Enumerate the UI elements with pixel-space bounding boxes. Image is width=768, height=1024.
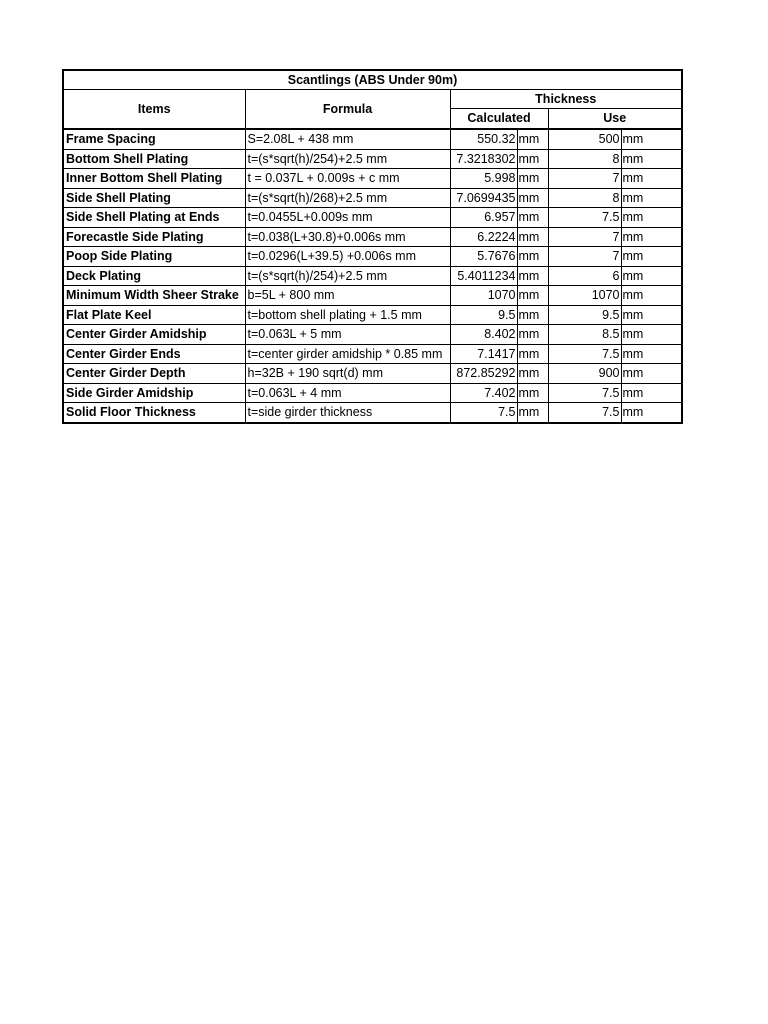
use-unit-cell: mm [621,129,682,149]
use-cell: 7 [548,227,621,247]
header-row [63,90,682,109]
use-unit-cell: mm [621,364,682,384]
use-unit-cell: mm [621,247,682,267]
table-row [63,247,682,267]
use-unit-cell: mm [621,149,682,169]
header-calculated: Calculated [450,109,548,130]
table-row [63,383,682,403]
table-row [63,286,682,306]
calculated-cell: 7.5 [450,403,517,423]
use-unit-cell: mm [621,286,682,306]
use-unit-cell: mm [621,227,682,247]
calculated-cell: 8.402 [450,325,517,345]
item-cell: Bottom Shell Plating [63,149,245,169]
calculated-cell: 5.998 [450,169,517,189]
calculated-cell: 5.7676 [450,247,517,267]
header-formula: Formula [245,90,450,130]
item-cell: Frame Spacing [63,129,245,149]
calculated-unit-cell: mm [517,344,548,364]
formula-cell: t=bottom shell plating + 1.5 mm [245,305,450,325]
use-unit-cell: mm [621,208,682,228]
use-cell: 8 [548,188,621,208]
table-row [63,169,682,189]
formula-cell: t=(s*sqrt(h)/254)+2.5 mm [245,266,450,286]
item-cell: Center Girder Ends [63,344,245,364]
item-cell: Flat Plate Keel [63,305,245,325]
formula-cell: t=center girder amidship * 0.85 mm [245,344,450,364]
calculated-cell: 7.402 [450,383,517,403]
item-cell: Inner Bottom Shell Plating [63,169,245,189]
calculated-unit-cell: mm [517,149,548,169]
formula-cell: h=32B + 190 sqrt(d) mm [245,364,450,384]
use-cell: 500 [548,129,621,149]
calculated-unit-cell: mm [517,129,548,149]
use-unit-cell: mm [621,403,682,423]
calculated-unit-cell: mm [517,286,548,306]
header-thickness: Thickness [450,90,682,109]
calculated-cell: 872.85292 [450,364,517,384]
use-cell: 8 [548,149,621,169]
table-title: Scantlings (ABS Under 90m) [63,70,682,90]
table-row [63,344,682,364]
formula-cell: t=0.0296(L+39.5) +0.006s mm [245,247,450,267]
item-cell: Center Girder Amidship [63,325,245,345]
item-cell: Deck Plating [63,266,245,286]
table-row [63,266,682,286]
scantlings-table [62,69,683,424]
header-items: Items [63,90,245,130]
use-unit-cell: mm [621,325,682,345]
table-row [63,364,682,384]
calculated-cell: 7.3218302 [450,149,517,169]
formula-cell: t=side girder thickness [245,403,450,423]
formula-cell: t=(s*sqrt(h)/254)+2.5 mm [245,149,450,169]
formula-cell: t=0.063L + 4 mm [245,383,450,403]
use-unit-cell: mm [621,169,682,189]
calculated-cell: 7.1417 [450,344,517,364]
calculated-cell: 9.5 [450,305,517,325]
calculated-unit-cell: mm [517,403,548,423]
calculated-unit-cell: mm [517,383,548,403]
formula-cell: t=0.063L + 5 mm [245,325,450,345]
use-unit-cell: mm [621,383,682,403]
calculated-cell: 7.0699435 [450,188,517,208]
item-cell: Solid Floor Thickness [63,403,245,423]
calculated-cell: 550.32 [450,129,517,149]
calculated-unit-cell: mm [517,266,548,286]
calculated-unit-cell: mm [517,188,548,208]
calculated-unit-cell: mm [517,227,548,247]
use-cell: 900 [548,364,621,384]
use-cell: 7 [548,247,621,267]
formula-cell: t=0.0455L+0.009s mm [245,208,450,228]
calculated-unit-cell: mm [517,305,548,325]
item-cell: Minimum Width Sheer Strake [63,286,245,306]
use-cell: 7 [548,169,621,189]
item-cell: Poop Side Plating [63,247,245,267]
calculated-cell: 6.957 [450,208,517,228]
table-row [63,325,682,345]
use-cell: 7.5 [548,344,621,364]
calculated-cell: 1070 [450,286,517,306]
calculated-unit-cell: mm [517,169,548,189]
use-unit-cell: mm [621,188,682,208]
formula-cell: S=2.08L + 438 mm [245,129,450,149]
title-row [63,70,682,90]
table-row [63,227,682,247]
table-row [63,188,682,208]
item-cell: Side Girder Amidship [63,383,245,403]
table-row [63,129,682,149]
use-cell: 7.5 [548,383,621,403]
use-cell: 7.5 [548,403,621,423]
calculated-cell: 6.2224 [450,227,517,247]
table-row [63,208,682,228]
use-cell: 7.5 [548,208,621,228]
calculated-unit-cell: mm [517,208,548,228]
item-cell: Center Girder Depth [63,364,245,384]
header-use: Use [548,109,682,130]
item-cell: Side Shell Plating at Ends [63,208,245,228]
calculated-unit-cell: mm [517,325,548,345]
use-cell: 8.5 [548,325,621,345]
table-row [63,149,682,169]
use-cell: 1070 [548,286,621,306]
formula-cell: t=(s*sqrt(h)/268)+2.5 mm [245,188,450,208]
use-unit-cell: mm [621,266,682,286]
calculated-cell: 5.4011234 [450,266,517,286]
formula-cell: b=5L + 800 mm [245,286,450,306]
formula-cell: t=0.038(L+30.8)+0.006s mm [245,227,450,247]
calculated-unit-cell: mm [517,364,548,384]
table-row [63,403,682,423]
item-cell: Side Shell Plating [63,188,245,208]
item-cell: Forecastle Side Plating [63,227,245,247]
use-unit-cell: mm [621,344,682,364]
use-unit-cell: mm [621,305,682,325]
calculated-unit-cell: mm [517,247,548,267]
use-cell: 9.5 [548,305,621,325]
use-cell: 6 [548,266,621,286]
table-row [63,305,682,325]
formula-cell: t = 0.037L + 0.009s + c mm [245,169,450,189]
